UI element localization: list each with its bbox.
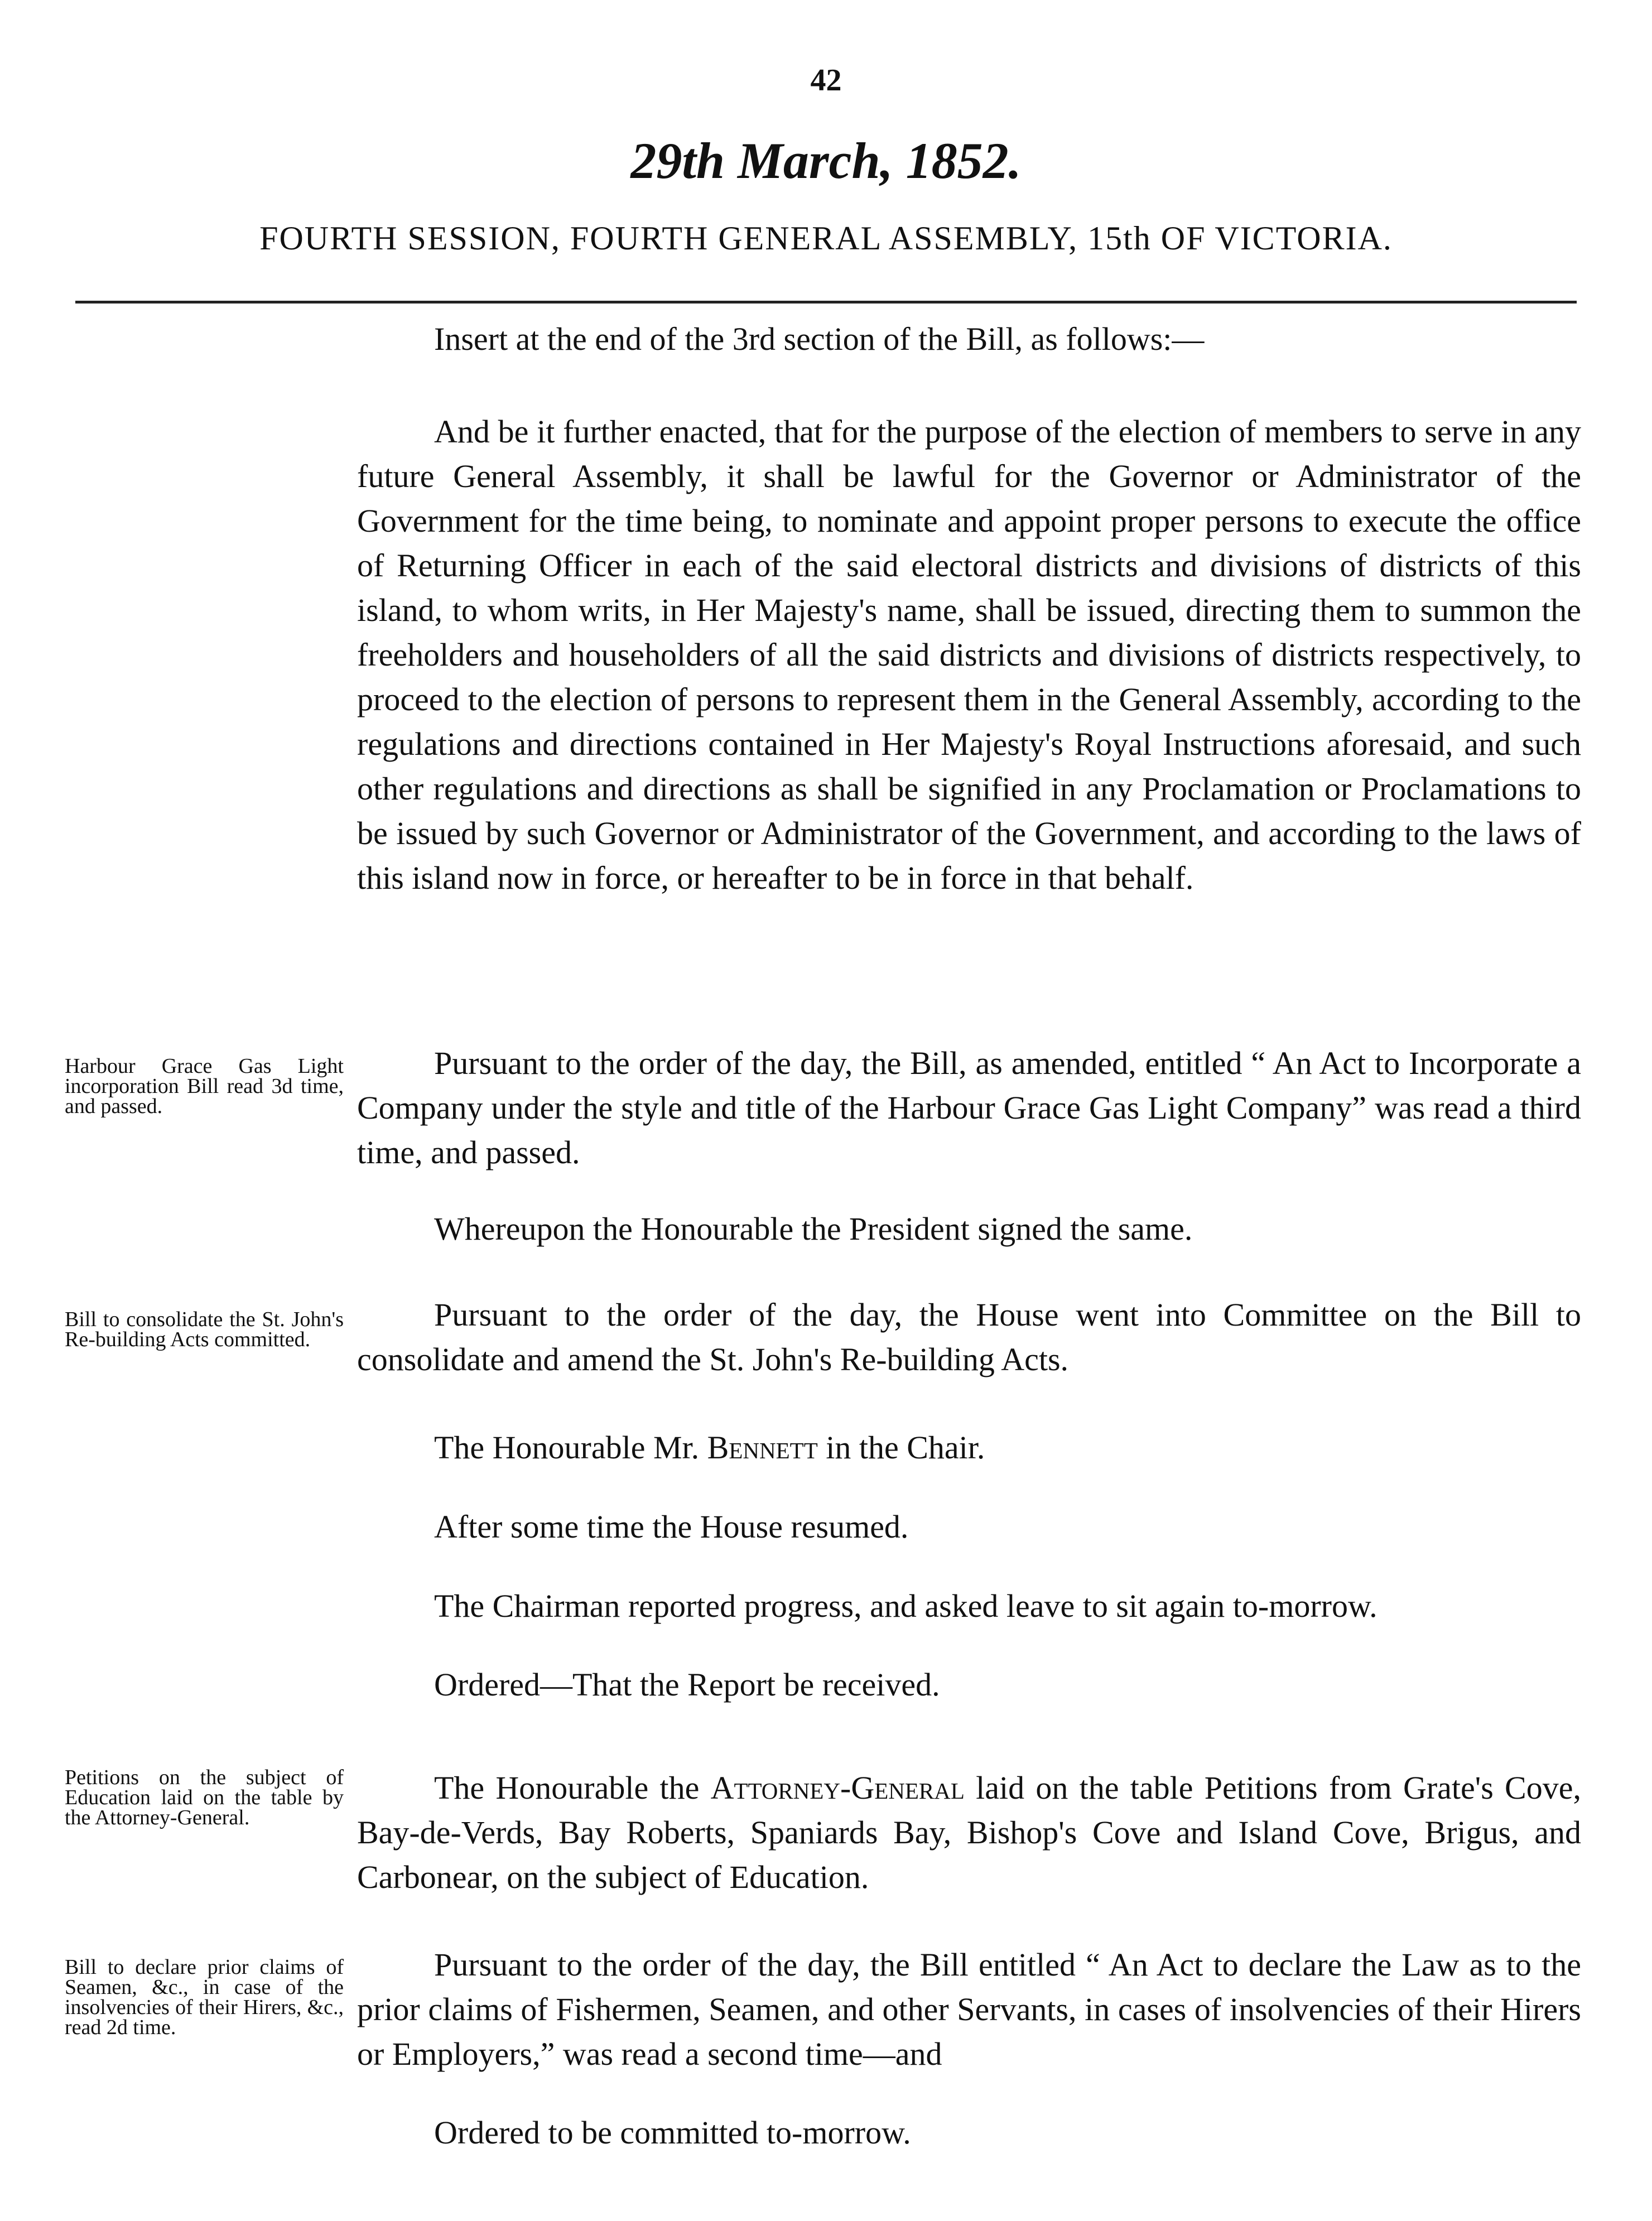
- margin-note-st-johns-rebuilding: Bill to consolidate the St. John's Re-building Acts committed.: [65, 1308, 344, 1351]
- paragraph-st-johns-committee: Pursuant to the order of the day, the House went into Committee on the Bill to consolidate and amend the St. John's Re-building Acts.: [357, 1297, 1581, 1377]
- paragraph-enactment-clause: And be it further enacted, that for the purpose of the election of members to serve in any future General Assembly, it shall be lawful for the Governor or Administrator of the Government for the time being, to nominate and appoint proper persons to execute the office of Returning Officer in each of the said electoral districts and divisions of districts of this island, to whom writs, in Her Majesty's name, shall be issued, directing them to summon the freeholders and householders of all the said districts and divisions of districts respectively, to proceed to the election of persons to represent them in the General Assembly, according to the regulations and directions contained in Her Majesty's Royal Instructions aforesaid, and such other regulations and directions as shall be signified in any Proclamation or Proclamations to be issued by such Governor or Administrator of the Government, and according to the laws of this island now in force, or hereafter to be in force in that behalf.: [357, 413, 1581, 896]
- date-heading: 29th March, 1852.: [630, 132, 1022, 189]
- paragraph-president-signed: Whereupon the Honourable the President signed the same.: [434, 1211, 1193, 1247]
- margin-note-education-petitions: Petitions on the subject of Education laid on the table by the Attorney-General.: [65, 1766, 344, 1829]
- margin-note-harbour-grace: Harbour Grace Gas Light incorporation Bill read 3d time, and passed.: [65, 1054, 344, 1118]
- paragraph-progress-reported: The Chairman reported progress, and asked leave to sit again to-morrow.: [434, 1588, 1378, 1624]
- chair-text-after: in the Chair.: [817, 1429, 985, 1466]
- petitions-text-before: The Honourable the: [434, 1770, 711, 1806]
- paragraph-seamen-claims-bill: Pursuant to the order of the day, the Bill entitled “ An Act to declare the Law as to the prior claims of Fishermen, Seamen, and other Servants, in cases of insolvencies of their Hirers or Employers,” was read a second time—and: [357, 1947, 1581, 2072]
- chair-name: Bennett: [707, 1429, 818, 1466]
- paragraph-education-petitions: [357, 1766, 1581, 1900]
- petitions-text-after: laid on the table Petitions from Grate's Cove, Bay-de-Verds, Bay Roberts, Spaniards Bay, Bishop's Cove and Island Cove, Brigus, and Carbonear, on the subject of Education.: [357, 1770, 1581, 1895]
- margin-note-seamen-claims: Bill to declare prior claims of Seamen, &c., in case of the insolvencies of their Hirers, &c., read 2d time.: [65, 1955, 344, 2039]
- paragraph-chairman: [357, 1425, 1581, 1470]
- paragraph-committed-tomorrow: Ordered to be committed to-morrow.: [434, 2114, 911, 2151]
- chair-text-before: The Honourable Mr.: [434, 1429, 707, 1466]
- paragraph-house-resumed: After some time the House resumed.: [434, 1509, 909, 1545]
- paragraph-insert-instruction: Insert at the end of the 3rd section of the Bill, as follows:—: [434, 321, 1205, 357]
- page-number: 42: [810, 63, 842, 98]
- paragraph-harbour-grace-bill: Pursuant to the order of the day, the Bill, as amended, entitled “ An Act to Incorporate a Company under the style and title of the Harbour Grace Gas Light Company” was read a third time, and passed.: [357, 1045, 1581, 1170]
- header-rule: [75, 301, 1577, 303]
- session-heading: FOURTH SESSION, FOURTH GENERAL ASSEMBLY, 15th OF VICTORIA.: [259, 220, 1393, 257]
- attorney-general-name: Attorney-General: [710, 1770, 965, 1806]
- paragraph-report-received: Ordered—That the Report be received.: [434, 1666, 940, 1703]
